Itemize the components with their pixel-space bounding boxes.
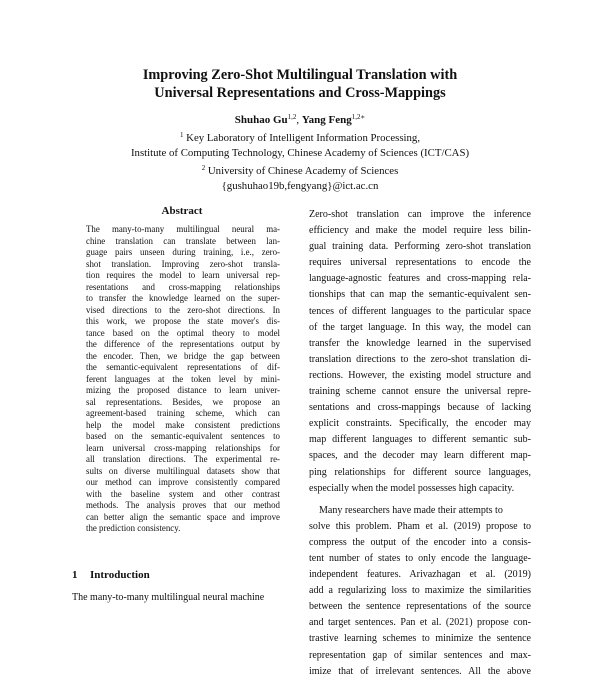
text-line: imize that of irrelevant sentences. All the above bbox=[309, 665, 531, 677]
text-line: Zero-shot translation can improve the inference bbox=[309, 209, 531, 220]
abstract-heading: Abstract bbox=[161, 205, 203, 217]
affiliation-text: Institute of Computing Technology, Chinese Academy of Sciences (ICT/CAS) bbox=[130, 147, 470, 159]
title-line: Improving Zero-Shot Multilingual Translation with bbox=[142, 67, 458, 83]
affiliation-line bbox=[60, 146, 540, 161]
text-line: our method can improve consistently compared bbox=[86, 477, 280, 487]
text-line: add a regularizing loss to maximize the similarities bbox=[309, 585, 531, 597]
affiliation-line bbox=[60, 128, 540, 146]
author-name: Yang Feng bbox=[301, 114, 352, 126]
text-line: all translation directions. The experimental re- bbox=[86, 454, 280, 464]
author-affiliation-mark: 1,2 bbox=[287, 113, 297, 121]
author-name: Shuhao Gu bbox=[234, 114, 288, 126]
text-line: chine translation can translate between lan- bbox=[86, 235, 280, 246]
text-line: rections. However, the existing model structure and bbox=[309, 369, 531, 381]
text-line: of the target language. In this way, the model can bbox=[309, 321, 531, 333]
text-line: the prediction consistency. bbox=[86, 523, 181, 533]
text-line: mizing the proposed distance to learn univer- bbox=[86, 385, 280, 395]
affiliation-text: Key Laboratory of Intelligent Information Processing, bbox=[183, 132, 421, 144]
text-line: resentations and cross-mapping relationships bbox=[86, 281, 280, 292]
text-line: tionships that can map the semantic-equivalent sen- bbox=[309, 289, 531, 301]
text-line: tion requires the model to learn universal rep- bbox=[86, 270, 280, 280]
text-line: can better align the semantic space and improve bbox=[86, 511, 280, 522]
text-line: shot translation. Improving zero-shot transla- bbox=[86, 258, 280, 269]
text-line: with the baseline system and other contrast bbox=[86, 488, 280, 499]
text-line: to transfer the knowledge learned on the super- bbox=[86, 293, 280, 303]
introduction-text: The many-to-many multilingual neural machine bbox=[72, 592, 265, 603]
text-line: the difference of the representations output by bbox=[86, 339, 280, 349]
author-block bbox=[60, 110, 540, 194]
author-separator: , bbox=[296, 114, 302, 126]
text-line: tance based on the optimal theory to model bbox=[86, 327, 280, 338]
text-line: language-agnostic features and cross-mapping rela- bbox=[309, 273, 531, 285]
affiliation-line bbox=[60, 161, 540, 179]
affiliation-mark: 2 bbox=[201, 164, 206, 172]
section-number: 1 bbox=[72, 569, 78, 581]
text-line: methods. The analysis proves that our method bbox=[86, 500, 280, 510]
text-line: transfer the knowledge learned in the supervised bbox=[309, 337, 531, 349]
text-line: this work, we propose the state mover's dis- bbox=[86, 316, 280, 326]
author-affiliation-mark: 1,2∗ bbox=[351, 113, 366, 121]
text-line: agreement-based training scheme, which can bbox=[86, 408, 280, 418]
text-line: vised directions to the zero-shot directions. In bbox=[86, 304, 280, 315]
text-line: sentations and cross-mappings because of lacking bbox=[309, 402, 531, 414]
text-line: map different languages to different semantic sub- bbox=[309, 434, 531, 446]
text-line: explicit constraints. Specifically, the encoder may bbox=[309, 418, 531, 430]
text-line: tent number of states to only encode the language- bbox=[309, 552, 531, 564]
email-text: {gushuhao19b,fengyang}@ict.ac.cn bbox=[221, 180, 379, 192]
paper-title bbox=[60, 66, 540, 102]
author-emails bbox=[60, 179, 540, 194]
text-line: compress the output of the encoder into a consis- bbox=[309, 536, 531, 548]
section-title: Introduction bbox=[90, 569, 150, 581]
text-line: sal representations. Besides, we propose an bbox=[86, 396, 280, 407]
text-line: requires universal representations to encode the bbox=[309, 257, 531, 269]
text-line: guage pairs unseen during training, i.e., zero- bbox=[86, 247, 280, 257]
text-line: help the model make consistent predictions bbox=[86, 419, 280, 430]
author-list bbox=[60, 110, 540, 128]
text-line: gual training data. Performing zero-shot translation bbox=[309, 241, 531, 253]
title-line: Universal Representations and Cross-Mappings bbox=[154, 85, 446, 101]
right-column-text bbox=[309, 207, 531, 680]
section-heading-introduction bbox=[72, 569, 150, 581]
text-line: independent features. Arivazhagan et al. (2019) bbox=[309, 569, 531, 581]
text-line: representation gap of similar sentences and max- bbox=[309, 649, 531, 661]
text-line: based on the semantic-equivalent sentences to bbox=[86, 431, 280, 441]
text-line: and target sentences. Pan et al. (2021) propose con- bbox=[309, 617, 531, 629]
text-line: spaces, and the decoder may learn different map- bbox=[309, 450, 531, 462]
text-line: between the sentence representations of the source bbox=[309, 601, 531, 613]
text-line: especially when the model possesses high capacity. bbox=[309, 482, 515, 494]
text-line: Many researchers have made their attempts to bbox=[319, 504, 503, 516]
text-line: translation directions to the zero-shot translation di- bbox=[309, 353, 531, 365]
text-line: solve this problem. Pham et al. (2019) propose to bbox=[309, 520, 531, 532]
text-line: tences of different languages to the particular space bbox=[309, 305, 531, 317]
text-line: efficiency and make the model require less bilin- bbox=[309, 225, 531, 237]
text-line: the semantic-equivalent representations of dif- bbox=[86, 362, 280, 372]
text-line: learn universal cross-mapping relationships for bbox=[86, 442, 280, 453]
text-line: trastive learning schemes to minimize the sentence bbox=[309, 633, 531, 645]
affiliation-text: University of Chinese Academy of Sciences bbox=[205, 165, 399, 177]
text-line: training scheme cannot ensure the universal repre- bbox=[309, 386, 531, 398]
text-line: ferent languages at the token level by mini- bbox=[86, 373, 280, 384]
abstract-body bbox=[86, 224, 280, 535]
text-line: The many-to-many multilingual neural ma- bbox=[86, 224, 280, 234]
text-line: the encoder. Then, we bridge the gap between bbox=[86, 350, 280, 361]
text-line: sults on diverse multilingual datasets show that bbox=[86, 465, 280, 476]
affiliation-mark: 1 bbox=[179, 131, 184, 139]
text-line: ping relationships for different source languages, bbox=[309, 466, 531, 478]
